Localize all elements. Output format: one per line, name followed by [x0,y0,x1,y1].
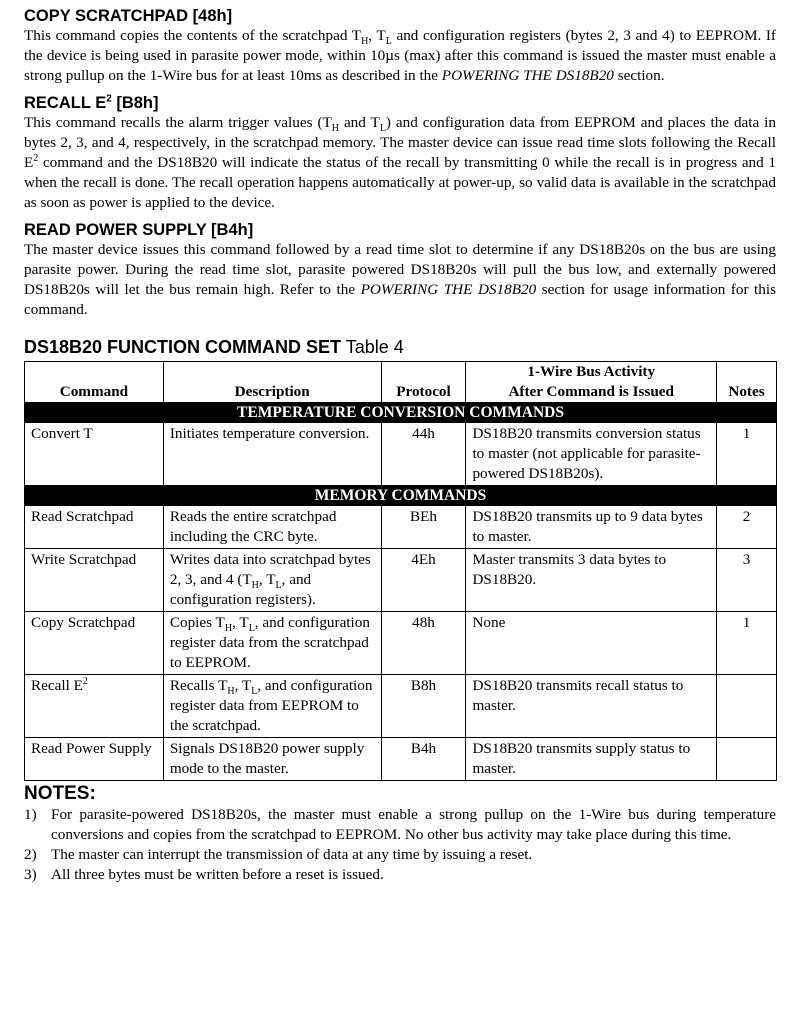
cell-notes [717,738,777,781]
table-row [25,675,777,738]
list-item: 2) The master can interrupt the transmission of data at any time by issuing a reset. [24,846,533,863]
cell-protocol: BEh [381,506,466,549]
table-row [25,549,777,612]
cell-activity: None [466,612,717,675]
table-header-row [25,362,777,403]
cell-description: Initiates temperature conversion. [163,423,381,486]
cell-description: Signals DS18B20 power supply mode to the master. [163,738,381,781]
cell-command: Recall $E^2$ [25,675,164,738]
cell-activity: DS18B20 transmits supply status to master. [466,738,717,781]
cell-protocol: B4h [381,738,466,781]
notes-list [24,805,776,885]
cell-protocol: 4Eh [381,549,466,612]
header-description: Description [163,362,381,403]
header-bus-activity: 1-Wire Bus Activity After Command is Issued [466,362,717,403]
cell-command: Read Scratchpad [25,506,164,549]
header-protocol: Protocol [381,362,466,403]
section-temperature-label: TEMPERATURE CONVERSION COMMANDS [25,403,777,423]
cell-description: Writes data into scratchpad bytes 2, 3, and 4 ($T_H$, $T_L$, and configuration registers). [163,549,381,612]
cell-description: Recalls $T_H$, $T_L$, and configuration register data from EEPROM to the scratchpad. [163,675,381,738]
cell-description: Reads the entire scratchpad including the CRC byte. [163,506,381,549]
table-row [25,738,777,781]
table-row [25,423,777,486]
section-row-memory [25,486,777,506]
cell-notes: 1 [717,612,777,675]
cell-notes: 2 [717,506,777,549]
header-notes: Notes [717,362,777,403]
cell-notes: 1 [717,423,777,486]
list-item: 3) All three bytes must be written before a reset is issued. [24,866,384,883]
cell-activity: DS18B20 transmits conversion status to master (not applicable for parasite-powered DS18B20s). [466,423,717,486]
table-title: DS18B20 FUNCTION COMMAND SET Table 4 [24,337,404,357]
cell-notes [717,675,777,738]
cell-notes: 3 [717,549,777,612]
cell-command: Copy Scratchpad [25,612,164,675]
cell-activity: DS18B20 transmits up to 9 data bytes to master. [466,506,717,549]
read-power-paragraph: The master device issues this command followed by a read time slot to determine if any DS18B20s on the bus are using parasite power. During the read time slot, parasite powered DS18B20s will pull the bus low, and externally powered DS18B20s will let the bus remain high. Refer to the POWERING THE DS18B20 section for usage information for this command. [24,241,776,318]
cell-command: Write Scratchpad [25,549,164,612]
section-memory-label: MEMORY COMMANDS [25,486,777,506]
notes-heading: NOTES: [24,783,96,804]
section-row-temperature [25,403,777,423]
function-command-table [24,361,777,781]
table-row [25,612,777,675]
cell-protocol: 44h [381,423,466,486]
cell-command: Convert T [25,423,164,486]
recall-heading: RECALL $E^2$ [B8h] [24,93,159,112]
recall-paragraph: This command recalls the alarm trigger values ($T_H$ and $T_L$) and configuration data from EEPROM and places the data in bytes 2, 3, and 4, respectively, in the scratchpad memory. The master device can issue read time slots following the Recall $E^2$ command and the DS18B20 will indicate the status of the recall by transmitting 0 while the recall is in progress and 1 when the recall is done. The recall operation happens automatically at power-up, so valid data is available in the scratchpad as soon as power is applied to the device. [24,114,776,211]
table-row [25,506,777,549]
cell-description: Copies $T_H$, $T_L$, and configuration register data from the scratchpad to EEPROM. [163,612,381,675]
cell-activity: Master transmits 3 data bytes to DS18B20. [466,549,717,612]
cell-command: Read Power Supply [25,738,164,781]
copy-scratchpad-heading: COPY SCRATCHPAD [48h] [24,7,233,25]
cell-protocol: B8h [381,675,466,738]
list-item: 1) For parasite-powered DS18B20s, the master must enable a strong pullup on the 1-Wire bus during temperature conversions and copies from the scratchpad to EEPROM. No other bus activity may take place during this time. [24,806,776,843]
read-power-heading: READ POWER SUPPLY [B4h] [24,221,254,239]
datasheet-page [24,6,776,885]
header-command: Command [25,362,164,403]
cell-protocol: 48h [381,612,466,675]
copy-scratchpad-paragraph: This command copies the contents of the scratchpad $T_H$, $T_L$ and configuration registers (bytes 2, 3 and 4) to EEPROM. If the device is being used in parasite power mode, within 10µs (max) after this command is issued the master must enable a strong pullup on the 1-Wire bus for at least 10ms as described in the POWERING THE DS18B20 section. [24,27,776,84]
cell-activity: DS18B20 transmits recall status to master. [466,675,717,738]
